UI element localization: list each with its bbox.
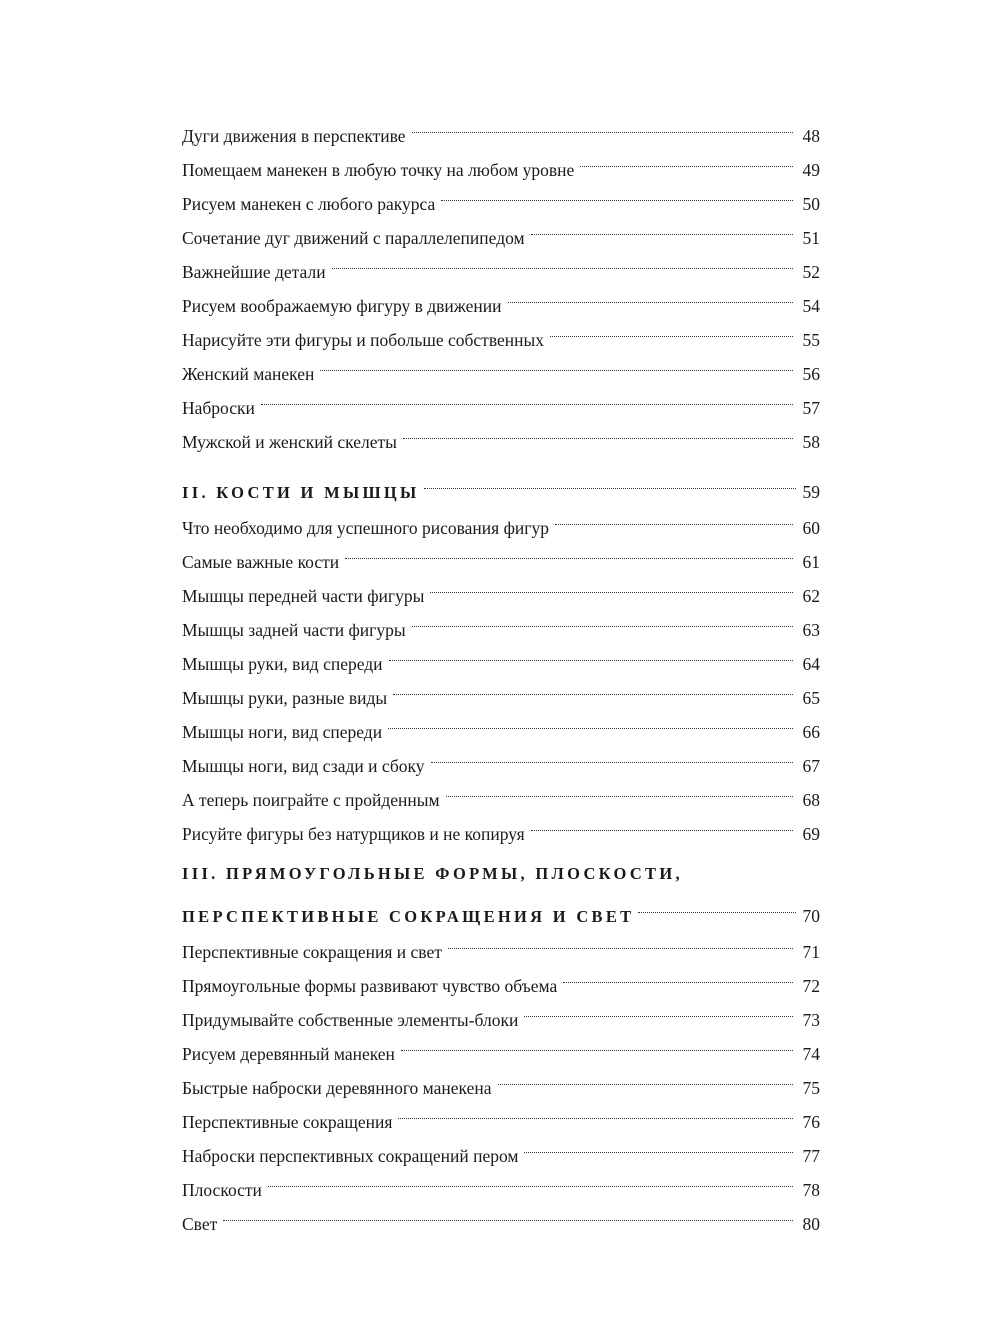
toc-entry-page: 48 <box>802 126 820 146</box>
chapter-2-heading <box>182 466 820 502</box>
dot-leader <box>388 704 793 738</box>
dot-leader <box>441 176 793 210</box>
section-2-list <box>182 500 820 844</box>
toc-entry-page: 65 <box>802 688 820 708</box>
toc-entry-page: 73 <box>802 1010 820 1030</box>
toc-entry-title: Мышцы руки, разные виды <box>182 688 388 708</box>
chapter-3-heading <box>182 858 820 926</box>
dot-leader <box>261 380 793 414</box>
table-of-contents <box>182 108 820 1234</box>
toc-entry-title: Наброски перспективных сокращений пером <box>182 1146 519 1166</box>
toc-entry-title: Рисуйте фигуры без натурщиков и не копируя <box>182 824 525 844</box>
dot-leader <box>430 568 793 602</box>
toc-entry-title: Свет <box>182 1214 218 1234</box>
toc-entry-title: Перспективные сокращения <box>182 1112 393 1132</box>
dot-leader <box>345 534 793 568</box>
dot-leader <box>446 772 793 806</box>
toc-entry-title: Важнейшие детали <box>182 262 326 282</box>
toc-entry <box>182 1162 820 1200</box>
chapter-3-page: 70 <box>802 906 820 926</box>
chapter-3-title-line-2: ПЕРСПЕКТИВНЫЕ СОКРАЩЕНИЯ И СВЕТ <box>182 907 635 926</box>
toc-entry-page: 76 <box>802 1112 820 1132</box>
toc-entry-page: 61 <box>802 552 820 572</box>
toc-entry-title: Помещаем манекен в любую точку на любом уровне <box>182 160 575 180</box>
toc-entry-page: 63 <box>802 620 820 640</box>
toc-entry-title: Быстрые наброски деревянного манекена <box>182 1078 492 1098</box>
dot-leader <box>531 806 793 840</box>
toc-entry-title: Мышцы руки, вид спереди <box>182 654 383 674</box>
section-1-list <box>182 108 820 452</box>
toc-entry-page: 78 <box>802 1180 820 1200</box>
dot-leader <box>403 414 793 448</box>
toc-entry-title: Перспективные сокращения и свет <box>182 942 442 962</box>
toc-entry-page: 51 <box>802 228 820 248</box>
toc-entry-page: 55 <box>802 330 820 350</box>
dot-leader <box>223 1196 793 1230</box>
toc-entry-title: Наброски <box>182 398 255 418</box>
dot-leader <box>498 1060 793 1094</box>
dot-leader <box>531 210 793 244</box>
toc-entry-title: Придумывайте собственные элементы-блоки <box>182 1010 519 1030</box>
toc-entry-title: Дуги движения в перспективе <box>182 126 406 146</box>
toc-entry-page: 67 <box>802 756 820 776</box>
toc-entry-title: Прямоугольные формы развивают чувство объема <box>182 976 558 996</box>
dot-leader <box>580 142 793 176</box>
toc-entry-title: Мышцы ноги, вид сзади и сбоку <box>182 756 425 776</box>
toc-entry-page: 66 <box>802 722 820 742</box>
toc-entry-title: Плоскости <box>182 1180 262 1200</box>
toc-entry-page: 80 <box>802 1214 820 1234</box>
toc-entry-page: 60 <box>802 518 820 538</box>
toc-entry-page: 57 <box>802 398 820 418</box>
toc-entry-title: Самые важные кости <box>182 552 340 572</box>
toc-entry-title: Что необходимо для успешного рисования фигур <box>182 518 549 538</box>
dot-leader <box>412 602 793 636</box>
dot-leader <box>524 992 793 1026</box>
chapter-2-title: II. КОСТИ И МЫШЦЫ <box>182 483 420 502</box>
toc-entry-title: Мужской и женский скелеты <box>182 432 397 452</box>
toc-entry-page: 71 <box>802 942 820 962</box>
dot-leader <box>398 1094 793 1128</box>
toc-entry-page: 72 <box>802 976 820 996</box>
dot-leader <box>320 346 793 380</box>
toc-entry-page: 58 <box>802 432 820 452</box>
toc-entry-page: 74 <box>802 1044 820 1064</box>
toc-entry-title: Мышцы задней части фигуры <box>182 620 406 640</box>
toc-entry-title: Сочетание дуг движений с параллелепипедом <box>182 228 525 248</box>
dot-leader <box>389 636 793 670</box>
toc-entry-page: 62 <box>802 586 820 606</box>
toc-entry-page: 49 <box>802 160 820 180</box>
toc-entry-page: 64 <box>802 654 820 674</box>
toc-entry-title: А теперь поиграйте с пройденным <box>182 790 440 810</box>
dot-leader <box>268 1162 793 1196</box>
dot-leader <box>638 890 795 922</box>
toc-entry-page: 52 <box>802 262 820 282</box>
toc-entry-page: 75 <box>802 1078 820 1098</box>
toc-entry-page: 68 <box>802 790 820 810</box>
section-3-list <box>182 924 820 1234</box>
dot-leader <box>448 924 793 958</box>
toc-entry <box>182 108 820 146</box>
dot-leader <box>550 312 793 346</box>
dot-leader <box>555 500 793 534</box>
dot-leader <box>524 1128 793 1162</box>
toc-entry-page: 69 <box>802 824 820 844</box>
toc-entry <box>182 1196 820 1234</box>
toc-entry-title: Мышцы ноги, вид спереди <box>182 722 383 742</box>
dot-leader <box>431 738 793 772</box>
toc-entry-page: 56 <box>802 364 820 384</box>
toc-entry-page: 50 <box>802 194 820 214</box>
toc-entry-page: 54 <box>802 296 820 316</box>
chapter-2-page: 59 <box>802 482 820 502</box>
toc-entry-page: 77 <box>802 1146 820 1166</box>
dot-leader <box>508 278 793 312</box>
dot-leader <box>412 108 793 142</box>
toc-entry-title: Рисуем деревянный манекен <box>182 1044 395 1064</box>
dot-leader <box>424 466 796 498</box>
dot-leader <box>393 670 793 704</box>
toc-entry <box>182 414 820 452</box>
toc-entry-title: Нарисуйте эти фигуры и побольше собственных <box>182 330 544 350</box>
toc-entry <box>182 380 820 418</box>
toc-entry-title: Рисуем воображаемую фигуру в движении <box>182 296 502 316</box>
dot-leader <box>563 958 793 992</box>
toc-entry-title: Женский манекен <box>182 364 315 384</box>
dot-leader <box>401 1026 793 1060</box>
chapter-3-title-line-1: III. ПРЯМОУГОЛЬНЫЕ ФОРМЫ, ПЛОСКОСТИ, <box>182 864 683 883</box>
dot-leader <box>332 244 793 278</box>
toc-entry-title: Рисуем манекен с любого ракурса <box>182 194 436 214</box>
toc-entry-title: Мышцы передней части фигуры <box>182 586 425 606</box>
